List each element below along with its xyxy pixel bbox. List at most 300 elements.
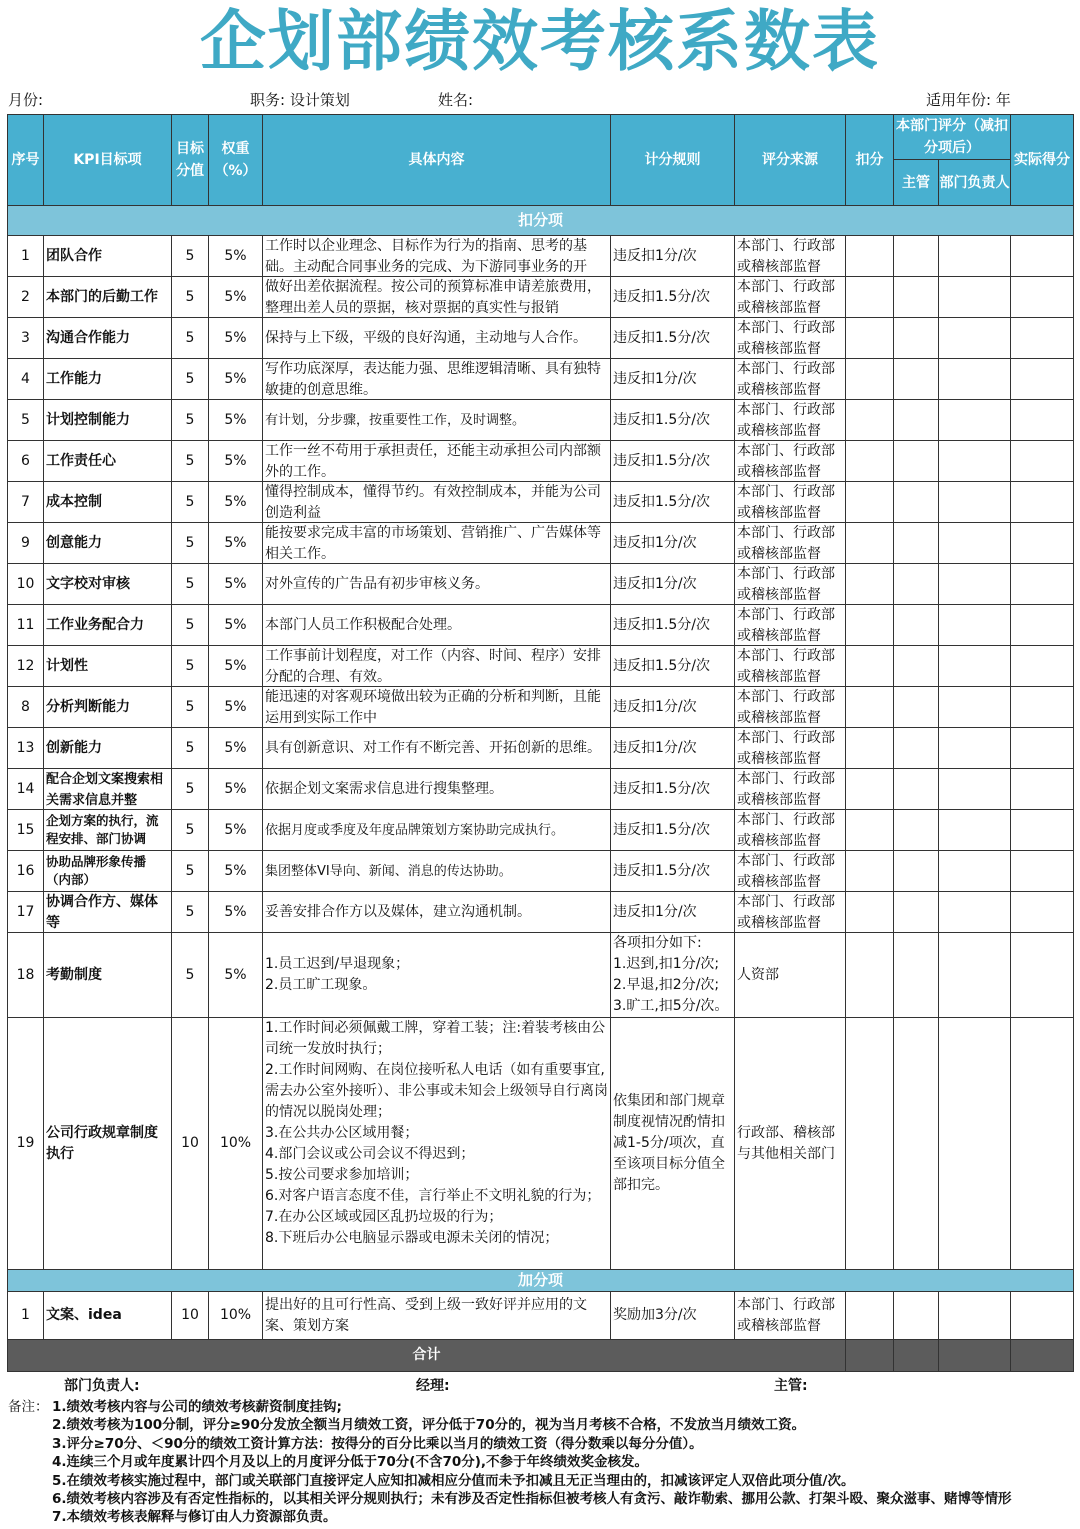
row-target: 5 xyxy=(172,769,209,810)
actual-score-cell xyxy=(1011,851,1074,892)
supervisor-score-cell xyxy=(894,605,939,646)
row-rule: 违反扣1分/次 xyxy=(611,687,735,728)
row-seq: 18 xyxy=(8,933,44,1018)
table-row xyxy=(8,277,1074,318)
row-rule: 违反扣1.5分/次 xyxy=(611,605,735,646)
row-source-text: 本部门、行政部或稽核部监督 xyxy=(737,443,835,480)
row-content xyxy=(263,441,611,482)
row-rule: 违反扣1.5分/次 xyxy=(611,441,735,482)
kpi-table xyxy=(7,114,1074,1372)
table-row xyxy=(8,605,1074,646)
supervisor-score-cell xyxy=(894,482,939,523)
row-kpi xyxy=(44,892,172,933)
row-kpi xyxy=(44,482,172,523)
row-target: 5 xyxy=(172,277,209,318)
dept-head-score-cell xyxy=(939,318,1011,359)
row-content: 1.员工迟到/早退现象； 2.员工旷工现象。 xyxy=(263,933,611,1018)
supervisor-score-cell xyxy=(894,810,939,851)
row-content xyxy=(263,564,611,605)
supervisor-score-cell xyxy=(894,318,939,359)
note-item: 2.绩效考核为100分制，评分≥90分发放全额当月绩效工资，评分低于70分的，视为当月考核不合格，不发放当月绩效工资。 xyxy=(52,1417,806,1434)
dept-head-score-cell xyxy=(939,1292,1011,1340)
table-row xyxy=(8,441,1074,482)
supervisor-score-cell xyxy=(894,728,939,769)
table-row xyxy=(8,892,1074,933)
deduct-cell xyxy=(846,605,894,646)
row-seq: 4 xyxy=(8,359,44,400)
supervisor-score-cell xyxy=(894,646,939,687)
dept-head-score-cell xyxy=(939,810,1011,851)
row-content-text: 集团整体VI导向、新闻、消息的传达协助。 xyxy=(265,863,512,879)
row-rule: 违反扣1分/次 xyxy=(611,236,735,277)
deduct-cell xyxy=(846,851,894,892)
row-source xyxy=(735,236,846,277)
row-weight: 5% xyxy=(209,318,263,359)
supervisor-score-cell xyxy=(894,236,939,277)
section-bonus-row xyxy=(8,1270,1074,1292)
row-kpi xyxy=(44,400,172,441)
dept-head-score-cell xyxy=(939,892,1011,933)
row-target: 5 xyxy=(172,236,209,277)
deduct-cell xyxy=(846,400,894,441)
row-kpi-text: 分析判断能力 xyxy=(46,698,130,715)
row-rule: 各项扣分如下: 1.迟到,扣1分/次; 2.早退,扣2分/次; 3.旷工,扣5分/次。 xyxy=(611,933,735,1018)
row-target: 5 xyxy=(172,646,209,687)
row-weight: 5% xyxy=(209,236,263,277)
row-source-text: 本部门、行政部或稽核部监督 xyxy=(737,689,835,726)
month-label: 月份: xyxy=(8,91,44,109)
row-content-text: 工作一丝不苟用于承担责任，还能主动承担公司内部额外的工作。 xyxy=(265,443,601,480)
actual-score-cell xyxy=(1011,769,1074,810)
row-content xyxy=(263,359,611,400)
row-content-text: 能迅速的对客观环境做出较为正确的分析和判断，且能运用到实际工作中 xyxy=(265,689,601,726)
row-seq: 12 xyxy=(8,646,44,687)
row-rule: 违反扣1.5分/次 xyxy=(611,769,735,810)
note-item: 3.评分≥70分、＜90分的绩效工资计算方法：按得分的百分比乘以当月的绩效工资（得分数乘以每分分值）。 xyxy=(52,1435,703,1452)
actual-score-cell xyxy=(1011,236,1074,277)
dept-head-score-cell xyxy=(939,687,1011,728)
row-weight: 5% xyxy=(209,277,263,318)
total-supervisor-cell xyxy=(894,1340,939,1372)
notes xyxy=(8,1398,1074,1526)
actual-score-cell xyxy=(1011,277,1074,318)
row-source xyxy=(735,359,846,400)
deduct-cell xyxy=(846,359,894,400)
row-kpi-text: 创意能力 xyxy=(46,534,102,551)
row-seq: 15 xyxy=(8,810,44,851)
row-kpi-text: 工作业务配合力 xyxy=(46,616,144,633)
row-kpi xyxy=(44,646,172,687)
row-kpi-text: 本部门的后勤工作 xyxy=(46,288,158,305)
page-title: 企划部绩效考核系数表 xyxy=(200,3,880,80)
dept-head-score-cell xyxy=(939,1018,1011,1270)
dept-head-score-cell xyxy=(939,646,1011,687)
row-kpi: 文案、idea xyxy=(44,1292,172,1340)
row-kpi-text: 沟通合作能力 xyxy=(46,329,130,346)
row-seq: 6 xyxy=(8,441,44,482)
row-kpi-text: 配合企划文案搜索相关需求信息并整 xyxy=(46,772,164,808)
deduct-cell xyxy=(846,728,894,769)
row-target: 5 xyxy=(172,810,209,851)
table-row xyxy=(8,687,1074,728)
dept-head-score-cell xyxy=(939,400,1011,441)
deduct-cell xyxy=(846,1018,894,1270)
supervisor-score-cell xyxy=(894,359,939,400)
row-weight: 5% xyxy=(209,892,263,933)
header-dept-score: 本部门评分（减扣分项后） xyxy=(894,115,1011,160)
header-kpi: KPI目标项 xyxy=(44,115,172,206)
row-weight: 5% xyxy=(209,441,263,482)
row-kpi xyxy=(44,605,172,646)
row-source xyxy=(735,605,846,646)
row-source-text: 本部门、行政部或稽核部监督 xyxy=(737,607,835,644)
row-rule: 违反扣1分/次 xyxy=(611,728,735,769)
row-kpi xyxy=(44,236,172,277)
row-source xyxy=(735,482,846,523)
row-target: 5 xyxy=(172,523,209,564)
row-content-text: 保持与上下级，平级的良好沟通，主动地与人合作。 xyxy=(265,329,587,346)
row-source-text: 本部门、行政部或稽核部监督 xyxy=(737,361,835,398)
row-source xyxy=(735,564,846,605)
dept-head-score-cell xyxy=(939,564,1011,605)
deduct-cell xyxy=(846,769,894,810)
actual-score-cell xyxy=(1011,1292,1074,1340)
position-label: 职务: 设计策划 xyxy=(250,91,350,109)
row-source-text: 本部门、行政部或稽核部监督 xyxy=(737,730,835,767)
row-weight: 5% xyxy=(209,687,263,728)
row-weight: 5% xyxy=(209,728,263,769)
row-source-text: 本部门、行政部或稽核部监督 xyxy=(737,771,835,808)
row-source xyxy=(735,277,846,318)
note-item: 4.连续三个月或年度累计四个月及以上的月度评分低于70分(不含70分),不参于年终绩效奖金核发。 xyxy=(52,1454,649,1471)
row-target: 5 xyxy=(172,441,209,482)
dept-head-score-cell xyxy=(939,728,1011,769)
row-content-text: 具有创新意识、对工作有不断完善、开拓创新的思维。 xyxy=(265,739,601,756)
row-target: 5 xyxy=(172,687,209,728)
row-seq: 7 xyxy=(8,482,44,523)
year-label: 适用年份: 年 xyxy=(926,91,1011,109)
header-deduct: 扣分 xyxy=(846,115,894,206)
dept-head-score-cell xyxy=(939,769,1011,810)
row-target: 10 xyxy=(172,1292,209,1340)
row-seq: 8 xyxy=(8,687,44,728)
row-weight: 5% xyxy=(209,933,263,1018)
dept-head-score-cell xyxy=(939,441,1011,482)
row-content-text: 依据企划文案需求信息进行搜集整理。 xyxy=(265,780,503,797)
actual-score-cell xyxy=(1011,605,1074,646)
row-weight: 5% xyxy=(209,523,263,564)
row-kpi-text: 工作能力 xyxy=(46,370,102,387)
kpi-table-body xyxy=(8,206,1074,1372)
row-content xyxy=(263,605,611,646)
row-target: 5 xyxy=(172,400,209,441)
row-source-text: 本部门、行政部或稽核部监督 xyxy=(737,484,835,521)
deduct-cell xyxy=(846,564,894,605)
actual-score-cell xyxy=(1011,1018,1074,1270)
header-content: 具体内容 xyxy=(263,115,611,206)
row-kpi xyxy=(44,851,172,892)
total-actual-cell xyxy=(1011,1340,1074,1372)
deduct-cell xyxy=(846,933,894,1018)
supervisor-score-cell xyxy=(894,933,939,1018)
table-row xyxy=(8,769,1074,810)
section-deduct: 扣分项 xyxy=(8,206,1074,236)
actual-score-cell xyxy=(1011,892,1074,933)
actual-score-cell xyxy=(1011,523,1074,564)
row-rule: 依集团和部门规章制度视情况酌情扣减1-5分/项次，直至该项目标分值全部扣完。 xyxy=(611,1018,735,1270)
row-rule: 违反扣1.5分/次 xyxy=(611,277,735,318)
note-item: 7.本绩效考核表解释与修订由人力资源部负责。 xyxy=(52,1509,337,1526)
row-kpi xyxy=(44,523,172,564)
row-source xyxy=(735,318,846,359)
row-weight: 5% xyxy=(209,851,263,892)
row-kpi-text: 成本控制 xyxy=(46,493,102,510)
deduct-cell xyxy=(846,523,894,564)
row-kpi-text: 计划控制能力 xyxy=(46,411,130,428)
row-source xyxy=(735,769,846,810)
row-source-text: 本部门、行政部或稽核部监督 xyxy=(737,894,835,931)
actual-score-cell xyxy=(1011,318,1074,359)
row-content xyxy=(263,236,611,277)
supervisor-score-cell xyxy=(894,1018,939,1270)
section-bonus: 加分项 xyxy=(8,1270,1074,1292)
table-row xyxy=(8,851,1074,892)
supervisor-score-cell xyxy=(894,1292,939,1340)
notes-label: 备注： xyxy=(8,1399,49,1415)
row-kpi: 考勤制度 xyxy=(44,933,172,1018)
note-item: 6.绩效考核内容涉及有否定性指标的，以其相关评分规则执行；未有涉及否定性指标但被考核人有贪污、敲诈勒索、挪用公款、打架斗殴、聚众滋事、赌博等情形 xyxy=(52,1491,1012,1508)
header-source: 评分来源 xyxy=(735,115,846,206)
header-rule: 计分规则 xyxy=(611,115,735,206)
row-target: 5 xyxy=(172,892,209,933)
row-kpi xyxy=(44,687,172,728)
row-target: 5 xyxy=(172,933,209,1018)
row-content xyxy=(263,769,611,810)
table-row xyxy=(8,482,1074,523)
dept-head-score-cell xyxy=(939,523,1011,564)
supervisor-score-cell xyxy=(894,892,939,933)
row-content-text: 写作功底深厚，表达能力强、思维逻辑清晰、具有独特敏捷的创意思维。 xyxy=(265,361,601,398)
row-content xyxy=(263,687,611,728)
row-kpi-text: 企划方案的执行，流程安排、部门协调 xyxy=(46,813,159,846)
row-source-text: 本部门、行政部或稽核部监督 xyxy=(737,566,835,603)
row-kpi xyxy=(44,318,172,359)
table-row xyxy=(8,523,1074,564)
row-source: 本部门、行政部或稽核部监督 xyxy=(735,1292,846,1340)
supervisor-score-cell xyxy=(894,523,939,564)
actual-score-cell xyxy=(1011,646,1074,687)
row-kpi-text: 团队合作 xyxy=(46,247,102,264)
supervisor-score-cell xyxy=(894,400,939,441)
row-seq: 13 xyxy=(8,728,44,769)
actual-score-cell xyxy=(1011,400,1074,441)
row-content xyxy=(263,810,611,851)
signature-row xyxy=(0,1374,1080,1398)
row-source xyxy=(735,441,846,482)
row-target: 5 xyxy=(172,318,209,359)
row-content xyxy=(263,277,611,318)
row-source-text: 本部门、行政部或稽核部监督 xyxy=(737,812,835,849)
note-item: 5.在绩效考核实施过程中，部门或关联部门直接评定人应知扣减相应分值而未予扣减且无正当理由的，扣减该评定人双倍此项分值/次。 xyxy=(52,1472,855,1489)
row-target: 5 xyxy=(172,728,209,769)
table-row xyxy=(8,810,1074,851)
table-row xyxy=(8,359,1074,400)
row-content xyxy=(263,318,611,359)
row-content xyxy=(263,482,611,523)
sign-supervisor: 主管: xyxy=(774,1378,808,1394)
table-row xyxy=(8,728,1074,769)
actual-score-cell xyxy=(1011,933,1074,1018)
info-row xyxy=(0,88,1080,112)
total-dept-head-cell xyxy=(939,1340,1011,1372)
row-kpi: 公司行政规章制度执行 xyxy=(44,1018,172,1270)
row-content-text: 妥善安排合作方以及媒体，建立沟通机制。 xyxy=(265,903,531,920)
row-content-text: 对外宣传的广告品有初步审核义务。 xyxy=(265,575,489,592)
row-kpi xyxy=(44,359,172,400)
row-content-text: 能按要求完成丰富的市场策划、营销推广、广告媒体等相关工作。 xyxy=(265,525,601,562)
row-kpi xyxy=(44,277,172,318)
dept-head-score-cell xyxy=(939,933,1011,1018)
row-kpi-text: 创新能力 xyxy=(46,739,102,756)
sign-manager: 经理: xyxy=(416,1378,450,1394)
row-source-text: 本部门、行政部或稽核部监督 xyxy=(737,648,835,685)
row-rule: 违反扣1.5分/次 xyxy=(611,482,735,523)
row-source xyxy=(735,687,846,728)
table-row-attendance xyxy=(8,933,1074,1018)
row-content-text: 懂得控制成本，懂得节约。有效控制成本，并能为公司创造利益 xyxy=(265,484,601,521)
header-actual: 实际得分 xyxy=(1011,115,1074,206)
row-kpi xyxy=(44,441,172,482)
row-weight: 5% xyxy=(209,810,263,851)
row-target: 5 xyxy=(172,851,209,892)
dept-head-score-cell xyxy=(939,851,1011,892)
table-row xyxy=(8,564,1074,605)
row-content-text: 工作时以企业理念、目标作为行为的指南、思考的基础。主动配合同事业务的完成、为下游同事业务的开 xyxy=(265,238,587,275)
row-source: 行政部、稽核部与其他相关部门 xyxy=(735,1018,846,1270)
row-content xyxy=(263,728,611,769)
row-content xyxy=(263,523,611,564)
row-weight: 5% xyxy=(209,400,263,441)
note-item: 1.绩效考核内容与公司的绩效考核薪资制度挂钩; xyxy=(52,1399,342,1415)
row-seq: 2 xyxy=(8,277,44,318)
row-content xyxy=(263,646,611,687)
dept-head-score-cell xyxy=(939,359,1011,400)
table-row xyxy=(8,318,1074,359)
row-seq: 16 xyxy=(8,851,44,892)
deduct-cell xyxy=(846,482,894,523)
row-seq: 19 xyxy=(8,1018,44,1270)
row-seq: 14 xyxy=(8,769,44,810)
row-rule: 奖励加3分/次 xyxy=(611,1292,735,1340)
actual-score-cell xyxy=(1011,564,1074,605)
table-row xyxy=(8,646,1074,687)
row-rule: 违反扣1分/次 xyxy=(611,523,735,564)
header-weight: 权重（%） xyxy=(209,115,263,206)
row-target: 5 xyxy=(172,564,209,605)
deduct-cell xyxy=(846,441,894,482)
row-target: 10 xyxy=(172,1018,209,1270)
row-source: 人资部 xyxy=(735,933,846,1018)
row-source-text: 本部门、行政部或稽核部监督 xyxy=(737,853,835,890)
row-kpi-text: 协调合作方、媒体等 xyxy=(46,894,158,931)
row-weight: 5% xyxy=(209,605,263,646)
row-seq: 10 xyxy=(8,564,44,605)
row-source xyxy=(735,400,846,441)
supervisor-score-cell xyxy=(894,564,939,605)
deduct-cell xyxy=(846,687,894,728)
total-deduct-cell xyxy=(846,1340,894,1372)
supervisor-score-cell xyxy=(894,687,939,728)
row-source xyxy=(735,728,846,769)
row-content xyxy=(263,892,611,933)
row-rule: 违反扣1.5分/次 xyxy=(611,400,735,441)
row-kpi-text: 工作责任心 xyxy=(46,452,116,469)
row-source-text: 本部门、行政部或稽核部监督 xyxy=(737,238,835,275)
row-rule: 违反扣1.5分/次 xyxy=(611,851,735,892)
row-kpi-text: 协助品牌形象传播（内部） xyxy=(46,854,147,887)
header-target: 目标分值 xyxy=(172,115,209,206)
header-dept-head: 部门负责人 xyxy=(939,160,1011,206)
row-target: 5 xyxy=(172,482,209,523)
deduct-cell xyxy=(846,646,894,687)
row-source-text: 本部门、行政部或稽核部监督 xyxy=(737,402,835,439)
row-weight: 10% xyxy=(209,1292,263,1340)
row-content-text: 本部门人员工作积极配合处理。 xyxy=(265,616,461,633)
deduct-cell xyxy=(846,277,894,318)
row-content-text: 依据月度或季度及年度品牌策划方案协助完成执行。 xyxy=(265,822,565,838)
supervisor-score-cell xyxy=(894,769,939,810)
row-weight: 10% xyxy=(209,1018,263,1270)
table-row xyxy=(8,400,1074,441)
dept-head-score-cell xyxy=(939,605,1011,646)
table-row xyxy=(8,236,1074,277)
row-content: 1.工作时间必须佩戴工牌，穿着工装；注:着装考核由公司统一发放时执行； 2.工作时间网购、在岗位接听私人电话（如有重要事宜,需去办公室外接听）、非公事或未知会上级领导自行离岗的情况以脱岗处理； 3.在公共办公区域用餐； 4.部门会议或公司会议不得迟到； 5.按公司要求参加培训； 6.对客户语言态度不佳，言行举止不文明礼貌的行为； 7.在办公区域或园区乱扔垃圾的行为； 8.下班后办公电脑显示器或电源未关闭的情况； xyxy=(263,1018,611,1270)
deduct-cell xyxy=(846,236,894,277)
row-seq: 5 xyxy=(8,400,44,441)
deduct-cell xyxy=(846,1292,894,1340)
row-rule: 违反扣1.5分/次 xyxy=(611,318,735,359)
row-content xyxy=(263,400,611,441)
supervisor-score-cell xyxy=(894,441,939,482)
actual-score-cell xyxy=(1011,810,1074,851)
row-rule: 违反扣1分/次 xyxy=(611,359,735,400)
row-weight: 5% xyxy=(209,482,263,523)
row-source-text: 本部门、行政部或稽核部监督 xyxy=(737,525,835,562)
supervisor-score-cell xyxy=(894,851,939,892)
row-weight: 5% xyxy=(209,769,263,810)
supervisor-score-cell xyxy=(894,277,939,318)
deduct-cell xyxy=(846,318,894,359)
dept-head-score-cell xyxy=(939,277,1011,318)
row-seq: 9 xyxy=(8,523,44,564)
row-source xyxy=(735,646,846,687)
row-source xyxy=(735,851,846,892)
header-supervisor: 主管 xyxy=(894,160,939,206)
table-row-bonus xyxy=(8,1292,1074,1340)
row-weight: 5% xyxy=(209,359,263,400)
row-content-text: 工作事前计划程度，对工作（内容、时间、程序）安排分配的合理、有效。 xyxy=(265,648,601,685)
row-seq: 1 xyxy=(8,236,44,277)
actual-score-cell xyxy=(1011,359,1074,400)
dept-head-score-cell xyxy=(939,236,1011,277)
actual-score-cell xyxy=(1011,482,1074,523)
row-content-text: 有计划，分步骤，按重要性工作，及时调整。 xyxy=(265,412,526,428)
row-kpi-text: 计划性 xyxy=(46,657,88,674)
row-source xyxy=(735,523,846,564)
row-seq: 11 xyxy=(8,605,44,646)
row-rule: 违反扣1分/次 xyxy=(611,892,735,933)
actual-score-cell xyxy=(1011,687,1074,728)
